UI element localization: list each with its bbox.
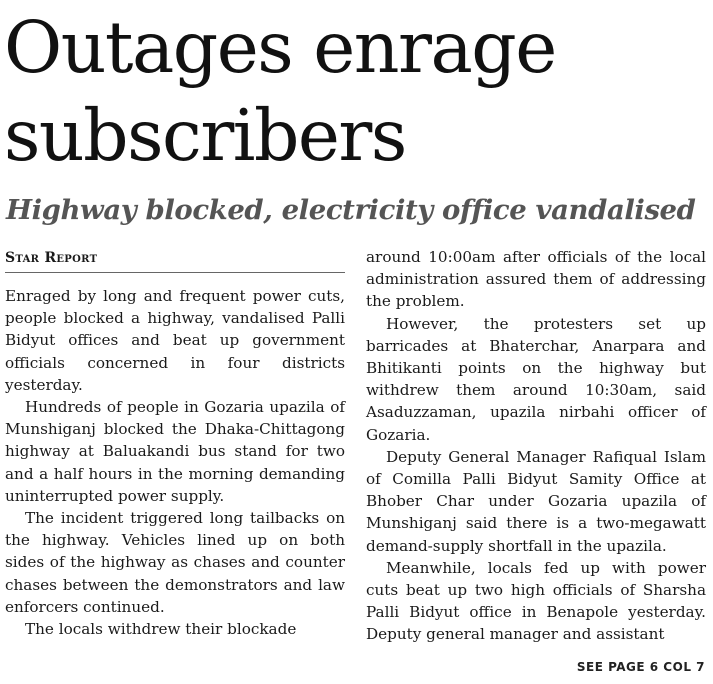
subheadline: Highway blocked, electricity office vandalised (6, 194, 696, 226)
paragraph: The incident triggered long tailbacks on the highway. Vehicles lined up on both sides of the highway as chases and counter chases between the demonstrators and law enforcers continued. (5, 509, 345, 616)
paragraph: Deputy General Manager Rafiqual Islam of Comilla Palli Bidyut Samity Office at Bhober Char under Gozaria upazila of Munshiganj said there is a two-megawatt demand-supply shortfall in the upazila. (366, 447, 706, 555)
paragraph: Enraged by long and frequent power cuts, people blocked a highway, vandalised Palli Bidyut offices and beat up government officials concerned in four districts yesterday. (5, 287, 345, 394)
paragraph: However, the protesters set up barricades at Bhaterchar, Anarpara and Bhitikanti points on the highway but withdrew them around 10:30am, said Asaduzzaman, upazila nirbahi officer of Gozaria. (366, 314, 706, 444)
paragraph: around 10:00am after officials of the local administration assured them of addressing the problem. (366, 248, 706, 311)
left-column (5, 246, 345, 640)
paragraph: Hundreds of people in Gozaria upazila of Munshiganj blocked the Dhaka-Chittagong highway at Baluakandi bus stand for two and a half hours in the morning demanding uninterrupted power supply. (5, 398, 345, 505)
headline-line-1: Outages enrage (4, 6, 556, 89)
headline-line-2: subscribers (4, 94, 406, 177)
headline (4, 4, 709, 180)
byline: Star Report (5, 246, 345, 273)
paragraph: The locals withdrew their blockade (25, 620, 297, 639)
jump-line: SEE PAGE 6 COL 7 (576, 660, 705, 674)
right-column (366, 246, 706, 646)
paragraph: Meanwhile, locals fed up with power cuts beat up two high officials of Sharsha Palli Bidyut office in Benapole yesterday. Deputy general manager and assistant (366, 558, 706, 644)
